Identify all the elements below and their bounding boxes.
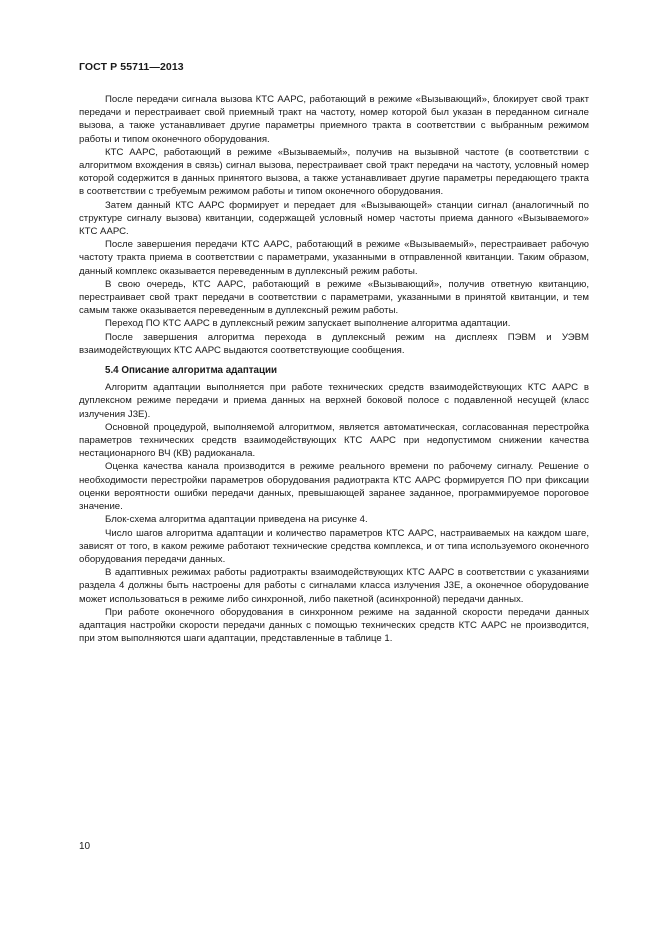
paragraph: При работе оконечного оборудования в синхронном режиме на заданной скорости передачи данных адаптация настройки скорости передачи данных с помощью технических средств КТС ААРС не производится, при этом выполняются шаги адаптации, представленные в таблице 1. [79,606,589,645]
paragraph: Алгоритм адаптации выполняется при работе технических средств взаимодействующих КТС ААРС в дуплексном режиме передачи и приема данных на верхней боковой полосе с подавленной несущей (класс излучения J3E). [79,382,589,420]
paragraph: После передачи сигнала вызова КТС ААРС, работающий в режиме «Вызывающий», блокирует свой тракт передачи и перестраивает свой приемный тракт на частоту, номер которой был указан в переданном сигнале вызова, а также устанавливает другие параметры приемного тракта в соответствии с выбранным режимом работы и типом оконечного оборудования. [79,94,589,145]
paragraph: После завершения алгоритма перехода в дуплексный режим на дисплеях ПЭВМ и УЭВМ взаимодействующих КТС ААРС выдаются соответствующие сообщения. [79,331,589,356]
paragraph: В свою очередь, КТС ААРС, работающий в режиме «Вызывающий», получив ответную квитанцию, перестраивает свой тракт передачи в соответствии с параметрами, указанными в принятой квитанции, и тем самым также оказывается переведенным в дуплексный режим работы. [79,278,589,317]
document-body [79,93,589,645]
paragraph: Число шагов алгоритма адаптации и количество параметров КТС ААРС, настраиваемых на каждом шаге, зависят от того, в каком режиме работают технические средства комплекса, и от типа используемого оконечного оборудования передачи данных. [79,527,589,565]
document-header: ГОСТ Р 55711—2013 [79,61,184,73]
document-page [79,0,589,936]
page-number: 10 [79,841,91,852]
paragraph: После завершения передачи КТС ААРС, работающий в режиме «Вызываемый», перестраивает рабочую частоту тракта приема в соответствии с параметрами, указанными в отправленной квитанции. Таким образом, данный комплекс оказывается переведенным в дуплексный режим работы. [79,239,589,277]
paragraph: Основной процедурой, выполняемой алгоритмом, является автоматическая, согласованная перестройка параметров технических средств взаимодействующих КТС ААРС при недопустимом снижении качества нестационарного ВЧ (КВ) радиоканала. [79,421,589,460]
paragraph: КТС ААРС, работающий в режиме «Вызываемый», получив на вызывной частоте (в соответствии с алгоритмом вхождения в связь) сигнал вызова, перестраивает свой тракт передачи на частоту, условный номер которой содержится в данных принятого вызова, а также устанавливает другие параметры передающего тракта в соответствии с требуемым режимом работы и типом оконечного оборудования. [79,146,589,198]
paragraph: Затем данный КТС ААРС формирует и передает для «Вызывающей» станции сигнал (аналогичный по структуре сигналу вызова) квитанции, содержащей условный номер частоты приема данного «Вызываемого» КТС ААРС. [79,199,589,238]
paragraph: Оценка качества канала производится в режиме реального времени по рабочему сигналу. Решение о необходимости перестройки параметров оборудования радиотракта КТС ААРС формируется ПО при фиксации оценки вероятности ошибки передачи данных, превышающей заранее заданное, программируемое пороговое значение. [79,461,589,513]
paragraph: В адаптивных режимах работы радиотракты взаимодействующих КТС ААРС в соответствии с указаниями раздела 4 должны быть настроены для работы с сигналами класса излучения J3E, а оконечное оборудование может использоваться в режиме либо синхронной, либо пакетной (асинхронной) передачи данных. [79,567,589,605]
paragraph: Переход ПО КТС ААРС в дуплексный режим запускает выполнение алгоритма адаптации. [105,318,511,330]
section-heading: 5.4 Описание алгоритма адаптации [105,365,278,377]
paragraph: Блок-схема алгоритма адаптации приведена на рисунке 4. [105,514,368,526]
